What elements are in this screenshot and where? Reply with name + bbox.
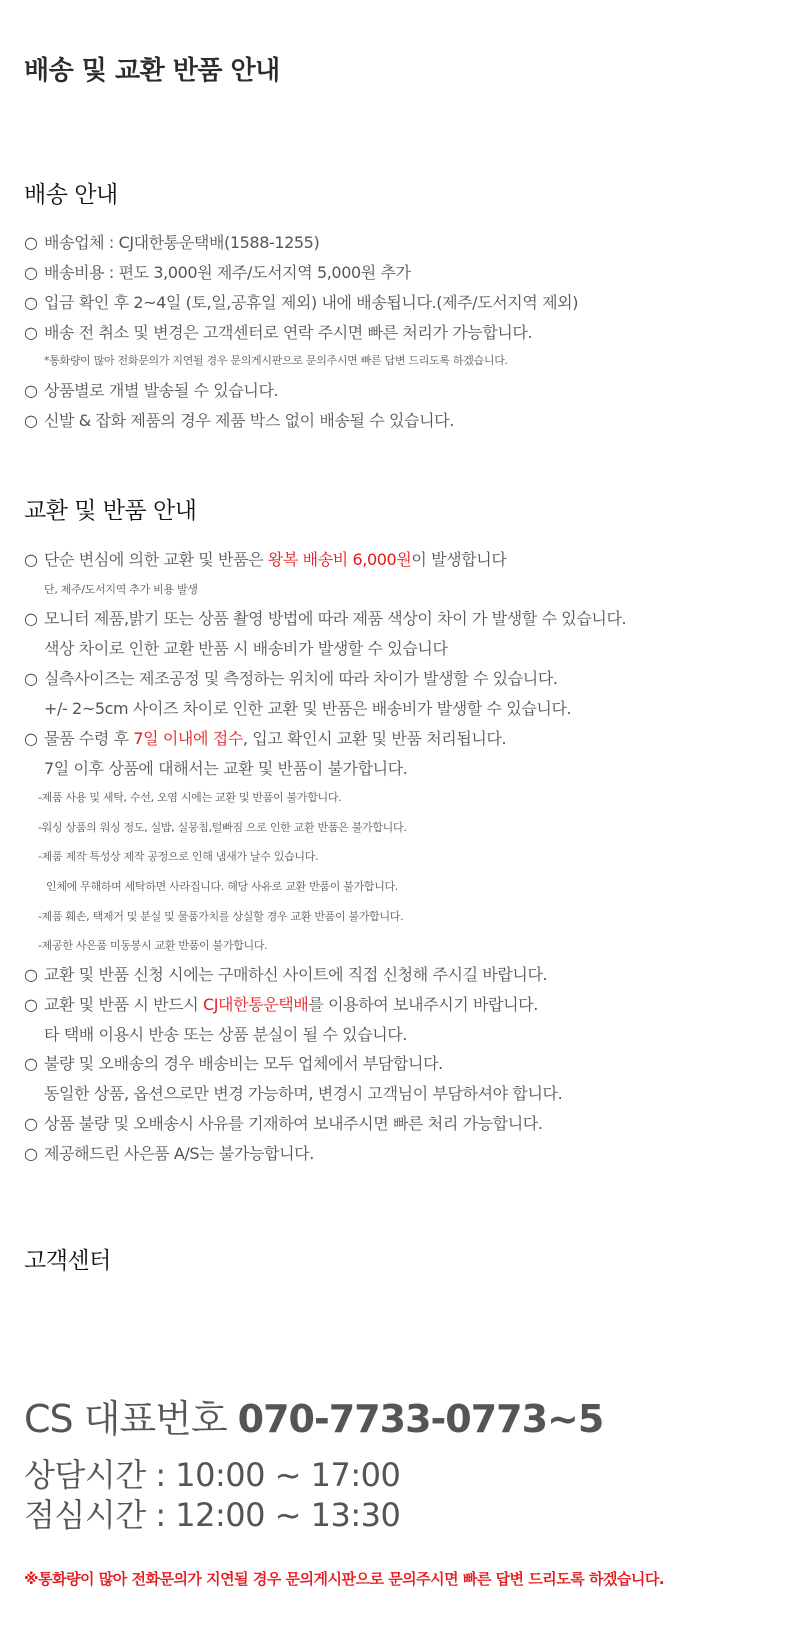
deadline-highlight: 7일 이내에 접수 xyxy=(133,729,243,748)
exchange-item-color: ○ 모니터 제품,밝기 또는 상품 촬영 방법에 따라 제품 색상이 차이 가 발생할 수 있습니다. xyxy=(24,609,627,628)
exchange-item-size: ○ 실측사이즈는 제조공정 및 측정하는 위치에 따라 차이가 발생할 수 있습니다. xyxy=(24,669,558,688)
cs-heading: 고객센터 xyxy=(24,1248,111,1274)
bullet-icon: ○ xyxy=(24,323,38,342)
cs-notice: ※통화량이 많아 전화문의가 지연될 경우 문의게시판으로 문의주시면 빠른 답변 드리도록 하겠습니다. xyxy=(24,1570,665,1588)
bullet-icon: ○ xyxy=(24,293,38,312)
exchange-item-defect: ○ 불량 및 오배송의 경우 배송비는 모두 업체에서 부담합니다. xyxy=(24,1054,443,1073)
bullet-icon: ○ xyxy=(24,1054,38,1073)
exchange-item-reason: ○ 상품 불량 및 오배송시 사유를 기재하여 보내주시면 빠른 처리 가능합니다. xyxy=(24,1114,543,1133)
exchange-item1-note: 단, 제주/도서지역 추가 비용 발생 xyxy=(44,583,198,596)
cs-phone-number: 070-7733-0773~5 xyxy=(237,1397,604,1441)
cs-phone-line xyxy=(24,1388,603,1443)
bullet-icon: ○ xyxy=(24,1114,38,1133)
shipping-item-box: ○ 신발 & 잡화 제품의 경우 제품 박스 없이 배송될 수 있습니다. xyxy=(24,411,454,430)
exchange-item-color-cont: 색상 차이로 인한 교환 반품 시 배송비가 발생할 수 있습니다 xyxy=(44,639,448,658)
bullet-icon: ○ xyxy=(24,1144,38,1163)
carrier-highlight: CJ대한통운택배 xyxy=(202,995,309,1014)
page-title: 배송 및 교환 반품 안내 xyxy=(24,56,280,86)
exchange-item-size-cont: +/- 2~5cm 사이즈 차이로 인한 교환 및 반품은 배송비가 발생할 수 있습니다. xyxy=(44,699,572,718)
bullet-icon: ○ xyxy=(24,669,38,688)
exchange-item-deadline-cont: 7일 이후 상품에 대해서는 교환 및 반품이 불가합니다. xyxy=(44,759,408,778)
exchange-item-carrier: ○ 교환 및 반품 시 반드시 CJ대한통운택배를 이용하여 보내주시기 바랍니다. xyxy=(24,995,538,1014)
bullet-icon: ○ xyxy=(24,381,38,400)
bullet-icon: ○ xyxy=(24,411,38,430)
exchange-subnote: 인체에 무해하며 세탁하면 사라집니다. 해당 사유로 교환 반품이 불가합니다. xyxy=(46,880,399,893)
shipping-item-carrier: ○ 배송업체 : CJ대한통운택배(1588-1255) xyxy=(24,233,320,252)
exchange-item-apply: ○ 교환 및 반품 신청 시에는 구매하신 사이트에 직접 신청해 주시길 바랍니다. xyxy=(24,965,548,984)
bullet-icon: ○ xyxy=(24,233,38,252)
exchange-item-gift: ○ 제공해드린 사은품 A/S는 불가능합니다. xyxy=(24,1144,314,1163)
bullet-icon: ○ xyxy=(24,550,38,569)
exchange-item-defect-cont: 동일한 상품, 옵션으로만 변경 가능하며, 변경시 고객님이 부담하셔야 합니다. xyxy=(44,1084,563,1103)
bullet-icon: ○ xyxy=(24,965,38,984)
shipping-item-period: ○ 입금 확인 후 2~4일 (토,일,공휴일 제외) 내에 배송됩니다.(제주/도서지역 제외) xyxy=(24,293,579,312)
cs-hours-consult: 상담시간 : 10:00 ~ 17:00 xyxy=(24,1456,401,1494)
bullet-icon: ○ xyxy=(24,609,38,628)
exchange-heading: 교환 및 반품 안내 xyxy=(24,498,197,524)
exchange-item-deadline: ○ 물품 수령 후 7일 이내에 접수, 입고 확인시 교환 및 반품 처리됩니다. xyxy=(24,729,507,748)
exchange-subnote: -제품 사용 및 세탁, 수선, 오염 시에는 교환 및 반품이 불가합니다. xyxy=(38,791,342,804)
shipping-heading: 배송 안내 xyxy=(24,182,118,208)
cs-hours-lunch: 점심시간 : 12:00 ~ 13:30 xyxy=(24,1496,401,1534)
exchange-item-carrier-cont: 타 택배 이용시 반송 또는 상품 분실이 될 수 있습니다. xyxy=(44,1025,408,1044)
exchange-subnote: -워싱 상품의 워싱 정도, 실밥, 실뭉침,털빠짐 으로 인한 교환 반품은 불가합니다. xyxy=(38,821,407,834)
exchange-subnote: -제품 제작 특성상 제작 공정으로 인해 냄새가 날수 있습니다. xyxy=(38,850,319,863)
shipping-item-cost: ○ 배송비용 : 편도 3,000원 제주/도서지역 5,000원 추가 xyxy=(24,263,411,282)
shipping-item-separate: ○ 상품별로 개별 발송될 수 있습니다. xyxy=(24,381,279,400)
shipping-fee-highlight: 왕복 배송비 6,000원 xyxy=(267,550,412,569)
exchange-subnote: -제품 훼손, 택제거 및 분실 및 물품가치를 상실할 경우 교환 반품이 불가합니다. xyxy=(38,910,404,923)
bullet-icon: ○ xyxy=(24,995,38,1014)
exchange-subnote: -제공한 사은품 미동봉시 교환 반품이 불가합니다. xyxy=(38,939,268,952)
shipping-item-cancel: ○ 배송 전 취소 및 변경은 고객센터로 연락 주시면 빠른 처리가 가능합니다. xyxy=(24,323,533,342)
exchange-item-change-of-mind: ○ 단순 변심에 의한 교환 및 반품은 왕복 배송비 6,000원이 발생합니다 xyxy=(24,550,507,569)
bullet-icon: ○ xyxy=(24,729,38,748)
bullet-icon: ○ xyxy=(24,263,38,282)
cs-label: CS 대표번호 xyxy=(24,1397,238,1441)
shipping-note: *통화량이 많아 전화문의가 지연될 경우 문의게시판으로 문의주시면 빠른 답변 드리도록 하겠습니다. xyxy=(44,354,508,367)
